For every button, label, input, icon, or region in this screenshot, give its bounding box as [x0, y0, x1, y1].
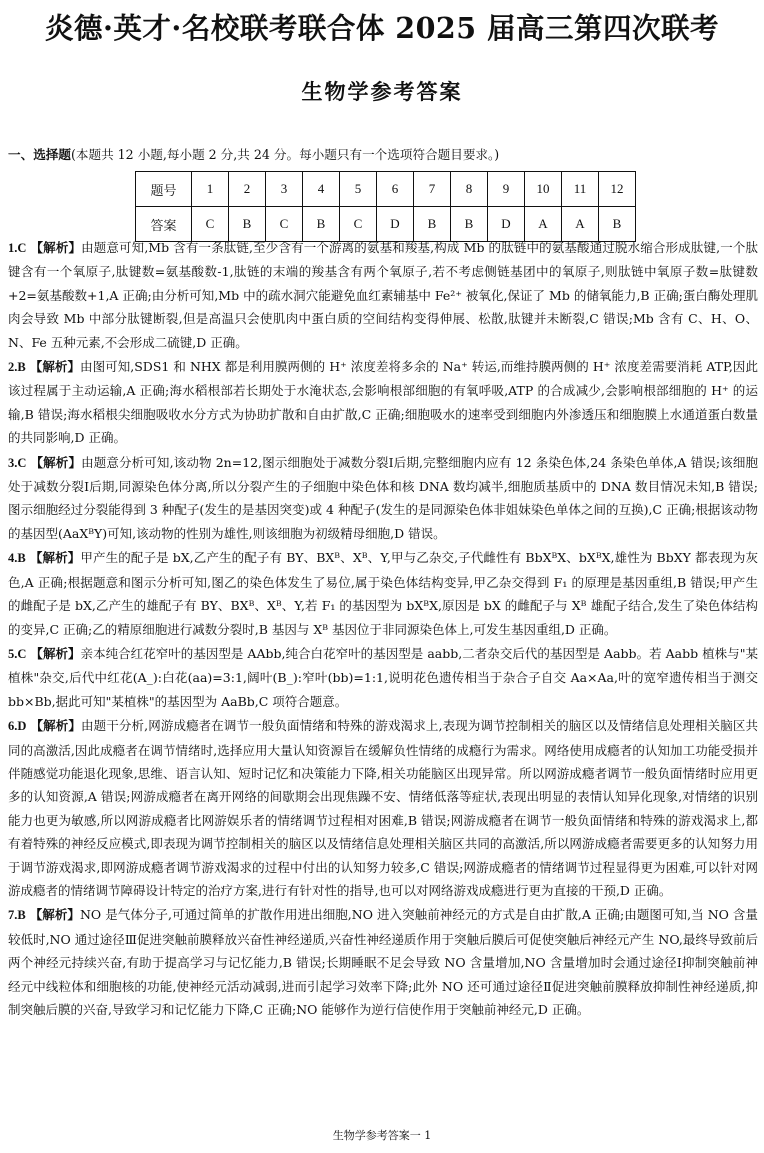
answer-cell: B — [599, 207, 636, 242]
question-number: 6 — [377, 172, 414, 207]
explanation-text: 由图可知,SDS1 和 NHX 都是利用膜两侧的 H⁺ 浓度差将多余的 Na⁺ 转运,而维持膜两侧的 H⁺ 浓度差需要消耗 ATP,因此该过程属于主动运输,A 正确;海水稻根部若长期处于水淹状态,会影响根部细胞的有氧呼吸,ATP 的合成减少,会影响根部细胞的 H⁺ 的运输,B 错误;海水稻根尖细胞吸收水分方式为协助扩散和自由扩散,C 正确;细胞吸水的速率受到细胞内外渗透压和细胞膜上水通道蛋白数量的共同影响,D 正确。 — [8, 359, 758, 446]
explanation-text: 甲产生的配子是 bX,乙产生的配子有 BY、BXᴮ、Xᴮ、Y,甲与乙杂交,子代雌性有 BbXᴮX、bXᴮX,雄性为 BbXY 都表现为灰色,A 正确;根据题意和图示分析可知,图乙的染色体发生了易位,属于染色体结构变异,甲乙杂交得到 F₁ 的原理是基因重组,B 错误;甲产生的雌配子是 bX,乙产生的雄配子有 BY、BXᴮ、Xᴮ、Y,若 F₁ 的基因型为 bXᴮX,原因是 bX 的雌配子与 Xᴮ 雄配子结合,发生了染色体结构的变异,C 正确;乙的精原细胞进行减数分裂时,B 基因与 Xᴮ 基因位于非同源染色体上,可发生基因重组,D 正确。 — [8, 550, 758, 637]
question-number: 10 — [525, 172, 562, 207]
explanation-item — [8, 903, 758, 1021]
question-number: 9 — [488, 172, 525, 207]
analysis-tag: 【解析】 — [30, 454, 82, 470]
analysis-tag: 【解析】 — [30, 718, 81, 734]
item-number: 1.C — [8, 241, 27, 255]
answer-cell: B — [303, 207, 340, 242]
analysis-tag: 【解析】 — [29, 550, 81, 566]
item-number: 2.B — [8, 360, 26, 375]
explanation-item — [8, 451, 758, 546]
analysis-tag: 【解析】 — [29, 359, 81, 375]
page-footer: 生物学参考答案一 1 — [332, 1129, 432, 1142]
section-instructions: (本题共 12 小题,每小题 2 分,共 24 分。每小题只有一个选项符合题目要求。) — [70, 147, 500, 162]
question-number: 8 — [451, 172, 488, 207]
answer-cell: B — [414, 207, 451, 242]
question-number: 1 — [192, 172, 229, 207]
table-row-numbers — [136, 172, 636, 207]
section-heading — [8, 144, 499, 163]
answer-cell: C — [340, 207, 377, 242]
question-number: 2 — [229, 172, 266, 207]
answer-table — [135, 171, 636, 242]
row-label-answers: 答案 — [136, 207, 192, 242]
answer-cell: C — [266, 207, 303, 242]
explanation-text: 由题意可知,Mb 含有一条肽链,至少含有一个游离的氨基和羧基,构成 Mb 的肽链中的氨基酸通过脱水缩合形成肽键,一个肽键含有一个氧原子,肽键数=氨基酸数-1,肽链的末端的羧基含有两个氧原子,若不考虑侧链基团中的氧原子,则肽链中氧原子数=肽键数+2=氨基酸数+1,A 正确;由分析可知,Mb 中的疏水洞穴能避免血红素辅基中 Fe²⁺ 被氧化,保证了 Mb 的储氧能力,B 正确;蛋白酶处理肌肉会导致 Mb 中部分肽键断裂,但是高温只会使肌肉中蛋白质的空间结构变得伸展、松散,肽键并未断裂,C 错误;Mb 含有 C、H、O、N、Fe 五种元素,不会形成二硫键,D 正确。 — [8, 240, 758, 350]
answer-cell: D — [488, 207, 525, 242]
question-number: 7 — [414, 172, 451, 207]
answer-cell: C — [192, 207, 229, 242]
section-label: 一、选择题 — [8, 147, 71, 162]
answer-cell: B — [451, 207, 488, 242]
explanation-item — [8, 714, 758, 902]
answer-cell: A — [525, 207, 562, 242]
item-number: 6.D — [8, 719, 27, 734]
analysis-tag: 【解析】 — [30, 645, 81, 661]
question-number: 5 — [340, 172, 377, 207]
item-number: 5.C — [8, 646, 27, 661]
explanation-item — [8, 236, 758, 354]
explanation-text: 由题干分析,网游成瘾者在调节一般负面情绪和特殊的游戏渴求上,表现为调节控制相关的脑区以及情绪信息处理相关脑区共同的高激活,因此成瘾者在调节情绪时,选择应用大量认知资源旨在缓解负性情绪的成瘾行为需求。网络使用成瘾者的认知加工功能受损并伴随感觉功能退化现象,思维、语言认知、短时记忆和决策能力下降,相关功能脑区出现异常。所以网游成瘾者调节一般负面情绪时应用更多的认知资源,A 错误;网游成瘾者在离开网络的间歇期会出现焦躁不安、情绪低落等症状,表现出明显的表情认知异化现象,对情绪的识别能力也更为敏感,所以网游成瘾者比网游娱乐者的情绪调节过程相对困难,B 错误;网游成瘾者在调节一般负面情绪和特殊的游戏渴求上,都有着特殊的神经反应模式,即表现为调节控制相关的脑区以及情绪信息处理相关脑区共同的高激活,所以网游成瘾者需要更多的认知努力用于调节游戏渴求,即网游成瘾者调节游戏渴求的过程中付出的认知努力较多,C 错误;网游成瘾者的情绪调节过程显得更为困难,可以针对网游成瘾者的情绪调节障碍设计特定的治疗方案,进行有针对性的指导,也可以对网络游戏成瘾进行更为直接的干预,D 正确。 — [8, 718, 758, 898]
page-title: 炎德·英才·名校联考联合体 2025 届高三第四次联考 — [44, 11, 719, 45]
explanation-item — [8, 546, 758, 641]
item-number: 3.C — [8, 455, 27, 470]
answer-cell: B — [229, 207, 266, 242]
question-number: 12 — [599, 172, 636, 207]
explanation-item — [8, 355, 758, 450]
explanation-item — [8, 642, 758, 713]
analysis-tag: 【解析】 — [30, 240, 82, 255]
row-label-numbers: 题号 — [136, 172, 192, 207]
explanation-text: NO 是气体分子,可通过简单的扩散作用进出细胞,NO 进入突触前神经元的方式是自由扩散,A 正确;由题图可知,当 NO 含量较低时,NO 通过途径Ⅲ促进突触前膜释放兴奋性神经递质,兴奋性神经递质作用于突触后膜后可促使突触后神经元产生 NO,最终导致前后两个神经元持续兴奋,有助于提高学习与记忆能力,B 错误;长期睡眠不足会导致 NO 含量增加,NO 含量增加时会通过途径Ⅰ抑制突触前神经元中线粒体和细胞核的功能,使神经元活动减弱,进而引起学习效率下降;此外 NO 还可通过途径Ⅱ促进突触前膜释放抑制性神经递质,抑制突触后膜的兴奋,导致学习和记忆能力下降,C 正确;NO 能够作为逆行信使作用于突触前神经元,D 正确。 — [8, 907, 758, 1017]
item-number: 4.B — [8, 551, 26, 566]
explanation-text: 亲本纯合红花窄叶的基因型是 AAbb,纯合白花窄叶的基因型是 aabb,二者杂交后代的基因型是 Aabb。若 Aabb 植株与"某植株"杂交,后代中红花(A_):白花(aa)=3:1,阔叶(B_):窄叶(bb)=1:1,说明花色遗传相当于杂合子自交 Aa×Aa,叶的宽窄遗传相当于测交 bb×Bb,据此可知"某植株"的基因型为 AaBb,C 项符合题意。 — [8, 645, 758, 709]
answer-cell: A — [562, 207, 599, 242]
analysis-tag: 【解析】 — [29, 907, 80, 923]
question-number: 3 — [266, 172, 303, 207]
item-number: 7.B — [8, 908, 26, 923]
answer-explanations — [8, 236, 758, 1022]
answer-cell: D — [377, 207, 414, 242]
question-number: 4 — [303, 172, 340, 207]
page-subtitle: 生物学参考答案 — [301, 80, 463, 104]
explanation-text: 由题意分析可知,该动物 2n=12,图示细胞处于减数分裂Ⅰ后期,完整细胞内应有 12 条染色体,24 条染色单体,A 错误;该细胞处于减数分裂Ⅰ后期,同源染色体分离,所以分裂产生的子细胞中染色体和核 DNA 数均减半,细胞质基质中的 DNA 数目情况未知,B 错误;图示细胞经过分裂能得到 3 种配子(发生的是基因突变)或 4 种配子(发生的是同源染色体非姐妹染色单体之间的互换),C 正确;根据该动物的基因型(AaXᴮY)可知,该动物的性别为雄性,则该细胞为初级精母细胞,D 错误。 — [8, 454, 758, 541]
question-number: 11 — [562, 172, 599, 207]
